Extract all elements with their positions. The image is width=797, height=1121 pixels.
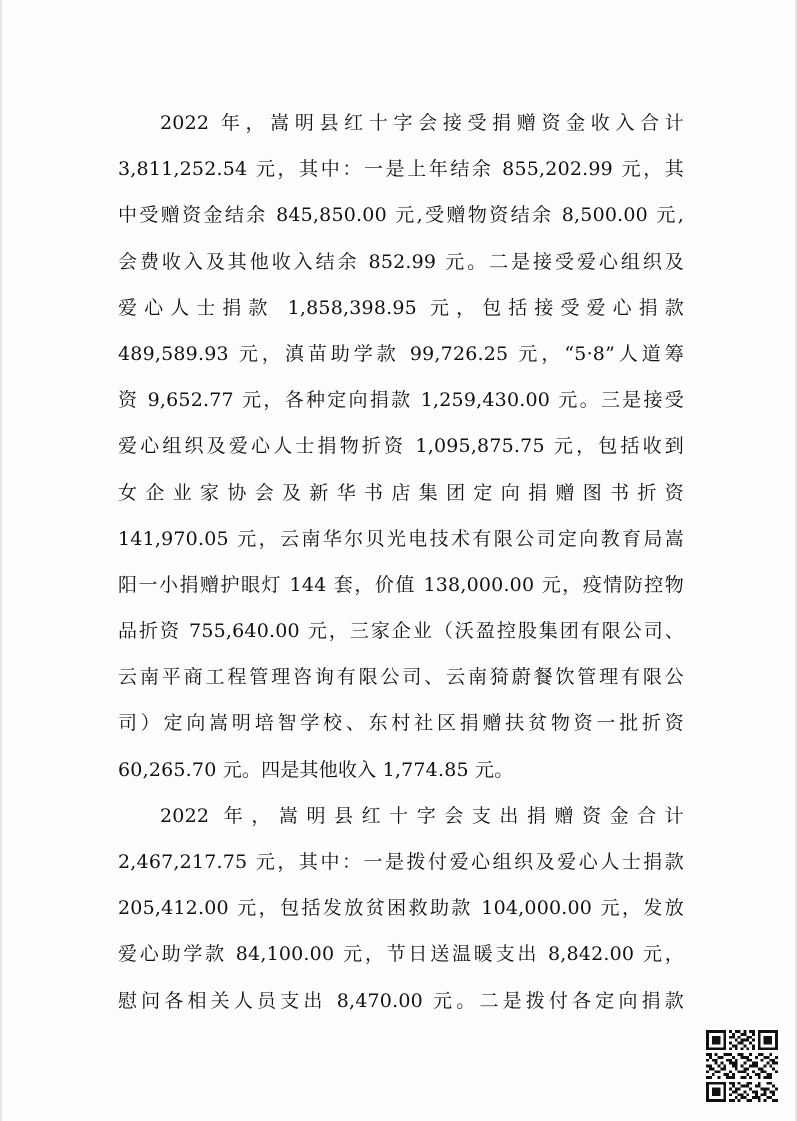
text-line: 205,412.00 元，包括发放贫困救助款 104,000.00 元，发放 — [118, 897, 684, 920]
text-line: 141,970.05 元，云南华尔贝光电技术有限公司定向教育局嵩 — [118, 527, 684, 550]
text-line: 3,811,252.54 元，其中：一是上年结余 855,202.99 元，其 — [118, 158, 684, 181]
text-line: 司）定向嵩明培智学校、东村社区捐赠扶贫物资一批折资 — [118, 712, 684, 735]
text-line: 2022 年，嵩明县红十字会支出捐赠资金合计 — [160, 804, 684, 827]
text-line: 女企业家协会及新华书店集团定向捐赠图书折资 — [118, 481, 684, 504]
text-line: 品折资 755,640.00 元，三家企业（沃盈控股集团有限公司、 — [118, 620, 684, 643]
body-text — [118, 100, 684, 1024]
text-line: 60,265.70 元。四是其他收入 1,774.85 元。 — [118, 758, 514, 781]
paragraph-income — [118, 100, 684, 793]
text-line: 资 9,652.77 元，各种定向捐款 1,259,430.00 元。三是接受 — [118, 389, 684, 412]
text-line: 489,589.93 元，滇苗助学款 99,726.25 元，“5·8”人道筹 — [118, 342, 684, 365]
text-line: 阳一小捐赠护眼灯 144 套，价值 138,000.00 元，疫情防控物 — [118, 573, 684, 596]
text-line: 云南平商工程管理咨询有限公司、云南猗蔚餐饮管理有限公 — [118, 666, 684, 689]
qr-code-icon — [706, 1030, 778, 1102]
text-line: 慰问各相关人员支出 8,470.00 元。二是拨付各定向捐款 — [118, 989, 684, 1012]
text-line: 爱心人士捐款 1,858,398.95 元，包括接受爱心捐款 — [118, 296, 684, 319]
paragraph-expenditure — [118, 793, 684, 1024]
text-line: 爱心助学款 84,100.00 元，节日送温暖支出 8,842.00 元， — [118, 943, 684, 966]
text-line: 中受赠资金结余 845,850.00 元,受赠物资结余 8,500.00 元, — [118, 204, 684, 227]
text-line: 2,467,217.75 元，其中：一是拨付爱心组织及爱心人士捐款 — [118, 851, 684, 873]
text-line: 爱心组织及爱心人士捐物折资 1,095,875.75 元，包括收到 — [118, 435, 684, 458]
text-line: 2022 年，嵩明县红十字会接受捐赠资金收入合计 — [160, 112, 684, 134]
text-line: 会费收入及其他收入结余 852.99 元。二是接受爱心组织及 — [118, 250, 684, 273]
page-edge-left — [0, 0, 2, 1121]
